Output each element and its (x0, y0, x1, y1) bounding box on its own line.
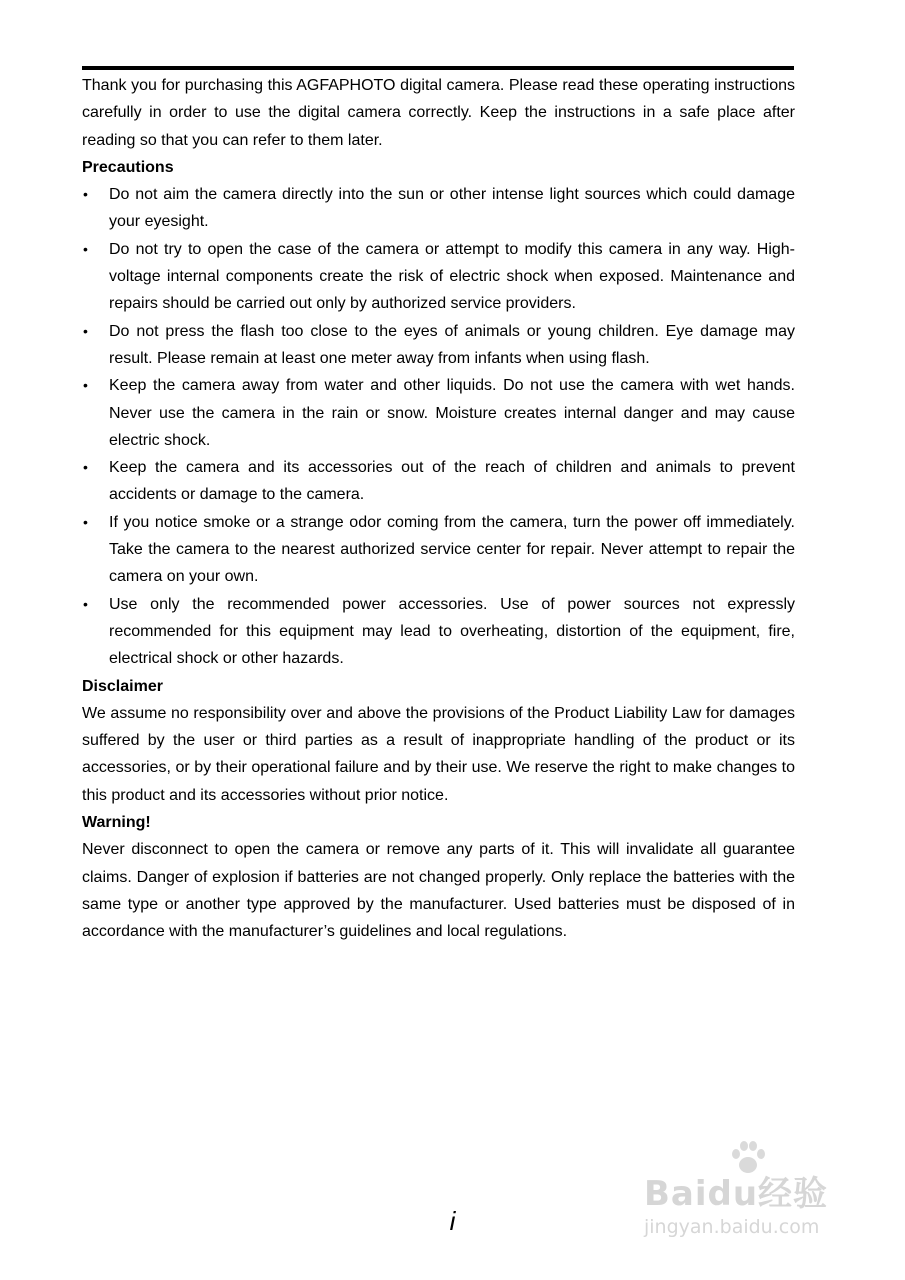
list-item (82, 454, 795, 509)
list-item-text: If you notice smoke or a strange odor coming from the camera, turn the power off immediately. Take the camera to the nearest authorized service center for repair. Never attempt to repair the camera on your own. (109, 513, 795, 586)
list-item (82, 591, 795, 673)
warning-heading: Warning! (82, 814, 151, 832)
list-item (82, 509, 795, 591)
document-body (82, 72, 795, 946)
precautions-heading: Precautions (82, 158, 174, 176)
list-item (82, 181, 795, 236)
top-rule (82, 66, 794, 70)
page-number: i (449, 1206, 456, 1236)
precautions-list (82, 181, 795, 672)
list-item-text: Do not press the flash too close to the eyes of animals or young children. Eye damage may result. Please remain at least one meter away from infants when using flash. (109, 322, 795, 367)
list-item-text: Do not aim the camera directly into the sun or other intense light sources which could damage your eyesight. (109, 186, 795, 231)
list-item-text: Do not try to open the case of the camera or attempt to modify this camera in any way. High-voltage internal components create the risk of electric shock when exposed. Maintenance and repairs should be carried out only by authorized service providers. (109, 240, 795, 313)
bullet-icon: • (83, 459, 88, 476)
intro-paragraph: Thank you for purchasing this AGFAPHOTO digital camera. Please read these operating instructions carefully in order to use the digital camera correctly. Keep the instructions in a safe place after reading so that you can refer to them later. (82, 77, 795, 149)
watermark-logo-text: Baidu经验 (644, 1174, 829, 1214)
bullet-icon: • (83, 377, 88, 394)
list-item (82, 372, 795, 454)
bullet-icon: • (83, 240, 88, 257)
warning-paragraph: Never disconnect to open the camera or remove any parts of it. This will invalidate all guarantee claims. Danger of explosion if batteries are not changed properly. Only replace the batteries with the same type or another type approved by the manufacturer. Used batteries must be disposed of in accordance with the manufacturer’s guidelines and local regulations. (82, 841, 795, 941)
list-item-text: Keep the camera and its accessories out of the reach of children and animals to prevent accidents or damage to the camera. (109, 459, 795, 504)
bullet-icon: • (83, 595, 88, 612)
list-item-text: Keep the camera away from water and other liquids. Do not use the camera with wet hands. Never use the camera in the rain or snow. Moisture creates internal danger and may cause electric shock. (109, 377, 795, 449)
list-item-text: Use only the recommended power accessories. Use of power sources not expressly recommended for this equipment may lead to overheating, distortion of the equipment, fire, electrical shock or other hazards. (109, 595, 795, 668)
list-item (82, 236, 795, 318)
disclaimer-heading: Disclaimer (82, 677, 163, 695)
bullet-icon: • (83, 513, 88, 530)
bullet-icon: • (83, 322, 88, 339)
watermark-url: jingyan.baidu.com (644, 1216, 820, 1238)
list-item (82, 318, 795, 373)
disclaimer-paragraph: We assume no responsibility over and above the provisions of the Product Liability Law for damages suffered by the user or third parties as a result of inappropriate handling of the product or its accessories, or by their operational failure and by their use. We reserve the right to make changes to this product and its accessories without prior notice. (82, 704, 795, 804)
bullet-icon: • (83, 186, 88, 203)
